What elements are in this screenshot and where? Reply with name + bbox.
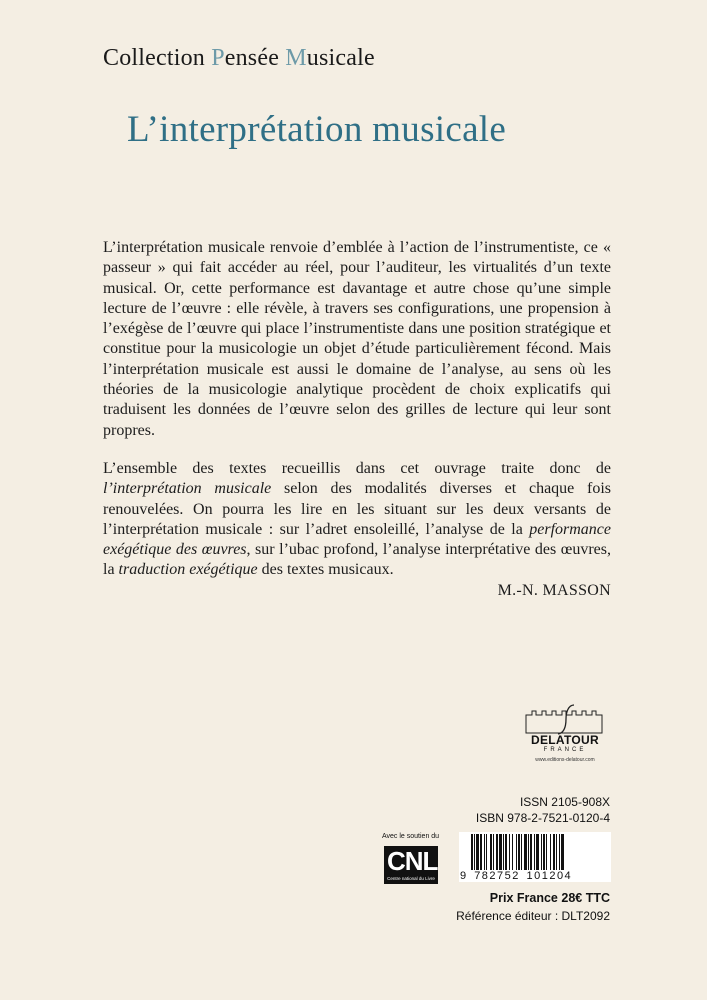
barcode-bar: [521, 834, 522, 870]
p2-italic-d: performance exégétique des œuvres: [103, 520, 611, 559]
barcode-bar: [553, 834, 555, 870]
back-cover-text: [103, 238, 611, 581]
cnl-caption: Avec le soutien du: [382, 833, 440, 840]
barcode-bar: [505, 834, 507, 870]
barcode-bar: [556, 834, 557, 870]
barcode-bar: [493, 834, 494, 870]
publisher-name: DELATOUR: [531, 733, 599, 747]
series-initial-p: P: [211, 45, 225, 71]
barcode-first-digit: 9: [460, 870, 468, 882]
barcode-bar: [484, 834, 485, 870]
p2-italic-f: traduction exégétique: [118, 561, 258, 579]
barcode-bar: [503, 834, 504, 870]
barcode-bar: [512, 834, 513, 870]
series-title: [103, 45, 375, 72]
barcode-bar: [471, 834, 473, 870]
series-initial-m: M: [285, 45, 307, 71]
p2-italic-b: l’interprétation musicale: [103, 480, 272, 498]
barcode-bar: [561, 834, 564, 870]
paragraph-2: [103, 459, 611, 581]
price: Prix France 28€ TTC: [489, 891, 610, 905]
cnl-logo: [384, 846, 438, 884]
publisher-country: FRANCE: [543, 747, 587, 753]
series-word-pensee: ensée: [224, 45, 286, 71]
barcode-bar: [516, 834, 517, 870]
barcode-digits: [459, 870, 611, 882]
barcode-bar: [524, 834, 527, 870]
issn: ISSN 2105-908X: [519, 795, 610, 809]
barcode-bar: [528, 834, 529, 870]
publisher-reference: Référence éditeur : DLT2092: [456, 909, 610, 923]
series-word-musicale: usicale: [306, 45, 375, 71]
barcode-group-2: 101204: [526, 870, 573, 882]
cnl-fullname: Centre national du Livre: [387, 876, 435, 881]
p2-text-e: , sur l’ubac profond, l’analyse interprétative des œuvres, la: [103, 541, 612, 579]
p2-text-g: des textes musicaux.: [257, 561, 394, 579]
barcode-bar: [480, 834, 482, 870]
barcode-bar: [534, 834, 535, 870]
cnl-letters: CNL: [387, 846, 438, 876]
publisher-logo: [522, 703, 612, 767]
barcode-group-1: 782752: [474, 870, 520, 882]
barcode-bar: [499, 834, 502, 870]
barcode-bar: [550, 834, 551, 870]
barcode-bar: [559, 834, 560, 870]
barcode-bar: [486, 834, 487, 870]
isbn-barcode: [459, 832, 611, 882]
barcode-bar: [490, 834, 492, 870]
barcode-bar: [496, 834, 498, 870]
p2-text-c: selon des modalités diverses et chaque fois renouvelées. On pourra les lire en les situant sur les deux versants de l’interprétation musicale : sur l’adret ensoleillé, l’analyse de la: [103, 480, 611, 538]
barcode-bar: [541, 834, 542, 870]
author-signature: M.-N. MASSON: [497, 582, 611, 599]
barcode-bar: [536, 834, 539, 870]
p2-text-a: L’ensemble des textes recueillis dans cet ouvrage traite donc de: [103, 459, 611, 477]
book-title: L’interprétation musicale: [127, 109, 507, 150]
publisher-url: www.editions-delatour.com: [535, 757, 595, 763]
barcode-bar: [530, 834, 532, 870]
isbn: ISBN 978-2-7521-0120-4: [475, 811, 610, 825]
series-word-collection: Collection: [103, 45, 212, 71]
barcode-bar: [518, 834, 520, 870]
barcode-bar: [476, 834, 479, 870]
castle-icon: [522, 703, 612, 735]
barcode-bar: [474, 834, 475, 870]
barcode-bar: [543, 834, 545, 870]
barcode-bar: [509, 834, 510, 870]
paragraph-1: L’interprétation musicale renvoie d’emblée à l’action de l’instrumentiste, ce « passeur » qui fait accéder au réel, pour l’auditeur, les virtualités d’un texte musical. Or, cette performance est davantage et autre chose qu’une simple lecture de l’œuvre : elle révèle, à travers ses configurations, une propension à l’exégèse de l’œuvre qui place l’instrumentiste dans une position stratégique et constitue pour la musicologie un objet d’étude particulièrement fécond. Mais l’interprétation musicale est aussi le domaine de l’analyse, au sens où les théories de la musicologie analytique procèdent de choix explicatifs qui traduisent les données de l’œuvre selon des grilles de lecture qui leur sont propres.: [103, 239, 611, 439]
barcode-bar: [546, 834, 547, 870]
